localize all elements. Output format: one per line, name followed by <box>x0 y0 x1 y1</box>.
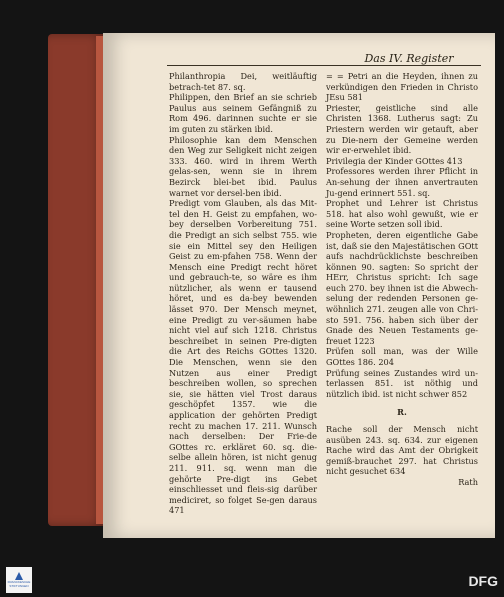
index-entry: Professores werden ihrer Pflicht in An-sehung der ihnen anvertrauten Ju-gend erinnert 551. sq. <box>326 166 478 198</box>
index-entry: Predigt vom Glauben, als das Mit-tel den H. Geist zu empfahen, wo-bey derselben Vorbereitung 751. die Predigt an sich selbst 755. wie sie ein Mittel sey den Heiligen Geist zu em-pfahen 758. Wenn der Mensch eine Predigt recht höret und gebrauch-te, so wäre es ihm nützlicher, als wenn er tausend höret, und es da-bey bewenden lässet 970. Der Mensch meynet, eine Predigt zu ver-säumen habe nicht viel auf sich 1218. Christus beschreibet in seinen Pre-digten die Art des Reichs GOttes 1320. Die Menschen, wenn sie den Nutzen aus einer Predigt beschreiben wollen, so sprechen sie, sie hätten viel Trost daraus geschöpfet 1357. wie die application der gehörten Predigt recht zu machen 17. 211. Wunsch nach derselben: Der Frie-de GOttes rc. erkläret 60. sq. die-selbe allein hören, ist nicht genug 211. 911. sq. wenn man die gehörte Pre-digt ins Gebet einschliesset und fleis-sig darüber mediciret, so folget Se-gen daraus 471 <box>169 198 317 516</box>
index-entry: Philosophie kan dem Menschen den Weg zur Seligkeit nicht zeigen 333. 460. wird in ihrem Werth gelas-sen, wenn sie in ihrem Bezirck blei-bet ibid. Paulus warnet vor dersel-ben ibid. <box>169 134 317 198</box>
index-entry: Prüfen soll man, was der Wille GOttes 186. 204 <box>326 346 478 368</box>
header-rule <box>167 65 481 66</box>
index-entry: Prophet und Lehrer ist Christus 518. hat also wohl gewußt, wie er seine Worte setzen soll ibid. <box>326 198 478 230</box>
index-entry: Philanthropia Dei, weitläuftig betrach-tet 87. sq. <box>169 71 317 92</box>
index-entry: Privilegia der Kinder GOttes 413 <box>326 155 463 166</box>
page-header <box>103 47 495 66</box>
index-entry: Rache soll der Mensch nicht ausüben 243. sq. 634. zur eigenen Rache wird das Amt der Obrigkeit gemiß-brauchet 297. hat Christus nicht gesuchet 634 <box>326 424 478 477</box>
catchword: Rath <box>458 476 478 487</box>
dfg-logo: DFG <box>468 573 498 589</box>
index-entry: = = Petri an die Heyden, ihnen zu verkündigen den Frieden in Christo JEsu 581 <box>326 71 478 103</box>
book-page <box>103 33 495 538</box>
right-column <box>326 71 478 488</box>
logo-text: FRANCKESCHE STIFTUNGEN <box>7 580 31 588</box>
left-column <box>169 71 317 516</box>
logo-mark-icon <box>15 572 23 580</box>
index-entry: Priester, geistliche sind alle Christen 1368. Lutherus sagt: Zu Priestern werden wir getauft, aber zu Die-nern der Gemeine werden wir er-erwehlet ibid. <box>326 102 478 156</box>
section-letter: R. <box>397 407 407 418</box>
index-entry: Prüfung seines Zustandes wird un-terlassen 851. ist nöthig und nützlich ibid. ist nicht schwer 852 <box>326 367 478 399</box>
running-title: Das IV. Register <box>364 52 454 65</box>
index-entry: Philippen, den Brief an sie schrieb Paulus aus seinem Gefängniß zu Rom 496. darinnen suchte er sie im guten zu stärken ibid. <box>169 92 317 134</box>
index-entry: Propheten, deren eigentliche Gabe ist, daß sie den Majestätischen GOtt aufs nachdrücklichste beschreiben können 90. sagten: So spricht der HErr, Christus spricht: Ich sage euch 270. bey ihnen ist die Abwech-selung der redenden Personen ge-wöhnlich 271. zeugen alle von Chri-sto 591. 756. haben sich über der Gnade des Neuen Testaments ge-freuet 1223 <box>326 229 478 346</box>
library-logo <box>6 567 32 593</box>
viewer-footer <box>0 565 504 597</box>
